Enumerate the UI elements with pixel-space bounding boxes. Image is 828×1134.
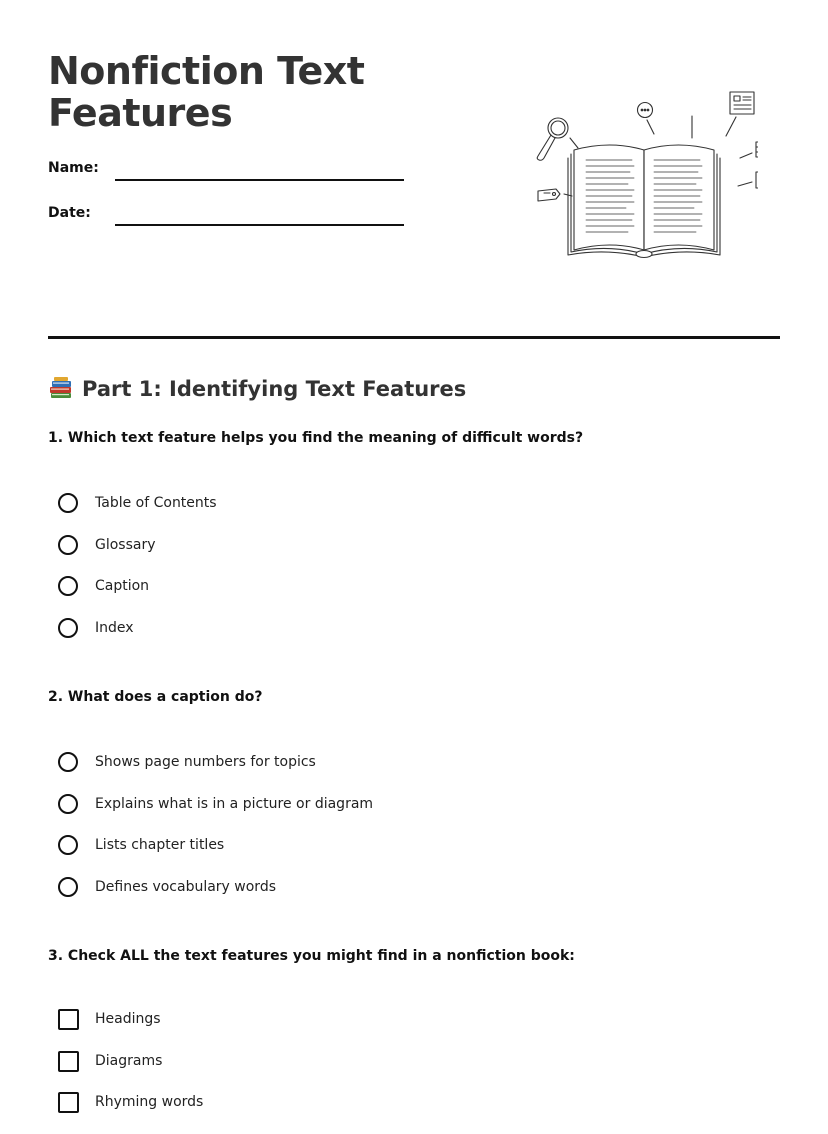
checkbox[interactable] bbox=[58, 1051, 79, 1072]
option-label[interactable]: Rhyming words bbox=[95, 1094, 204, 1110]
radio-button[interactable] bbox=[58, 835, 78, 855]
option-label[interactable]: Explains what is in a picture or diagram bbox=[95, 795, 374, 812]
radio-button[interactable] bbox=[58, 535, 78, 555]
option-label[interactable]: Lists chapter titles bbox=[95, 837, 225, 853]
question-2-prompt: 2. What does a caption do? bbox=[48, 689, 263, 705]
option-label[interactable]: Diagrams bbox=[95, 1052, 163, 1069]
books-icon bbox=[48, 376, 74, 400]
radio-button[interactable] bbox=[58, 794, 78, 814]
option-label[interactable]: Shows page numbers for topics bbox=[95, 754, 316, 770]
option-label[interactable]: Table of Contents bbox=[95, 495, 217, 511]
question-1-prompt: 1. Which text feature helps you find the meaning of difficult words? bbox=[48, 430, 584, 446]
radio-button[interactable] bbox=[58, 752, 78, 772]
name-label: Name: bbox=[48, 160, 99, 176]
name-field bbox=[48, 158, 408, 188]
date-line[interactable] bbox=[115, 224, 404, 226]
title-line-1: Nonfiction Text bbox=[48, 49, 365, 93]
radio-button[interactable] bbox=[58, 576, 78, 596]
radio-button[interactable] bbox=[58, 493, 78, 513]
title-line-2: Features bbox=[48, 91, 233, 135]
part-1-heading bbox=[48, 374, 466, 404]
open-book-illustration-icon bbox=[534, 86, 758, 262]
checkbox[interactable] bbox=[58, 1092, 79, 1113]
question-3-prompt: 3. Check ALL the text features you might find in a nonfiction book: bbox=[48, 948, 575, 964]
option-label[interactable]: Caption bbox=[95, 578, 150, 594]
name-line[interactable] bbox=[115, 179, 404, 181]
part-1-title: Part 1: Identifying Text Features bbox=[82, 377, 467, 401]
option-label[interactable]: Defines vocabulary words bbox=[95, 878, 276, 895]
option-label[interactable]: Glossary bbox=[95, 536, 156, 553]
checkbox[interactable] bbox=[58, 1009, 79, 1030]
option-label[interactable]: Headings bbox=[95, 1011, 161, 1027]
worksheet-page bbox=[48, 0, 780, 1118]
worksheet-title bbox=[48, 50, 428, 134]
section-divider bbox=[48, 336, 780, 339]
date-label: Date: bbox=[48, 205, 91, 221]
option-label[interactable]: Index bbox=[95, 619, 134, 636]
radio-button[interactable] bbox=[58, 877, 78, 897]
date-field bbox=[48, 203, 408, 233]
radio-button[interactable] bbox=[58, 618, 78, 638]
